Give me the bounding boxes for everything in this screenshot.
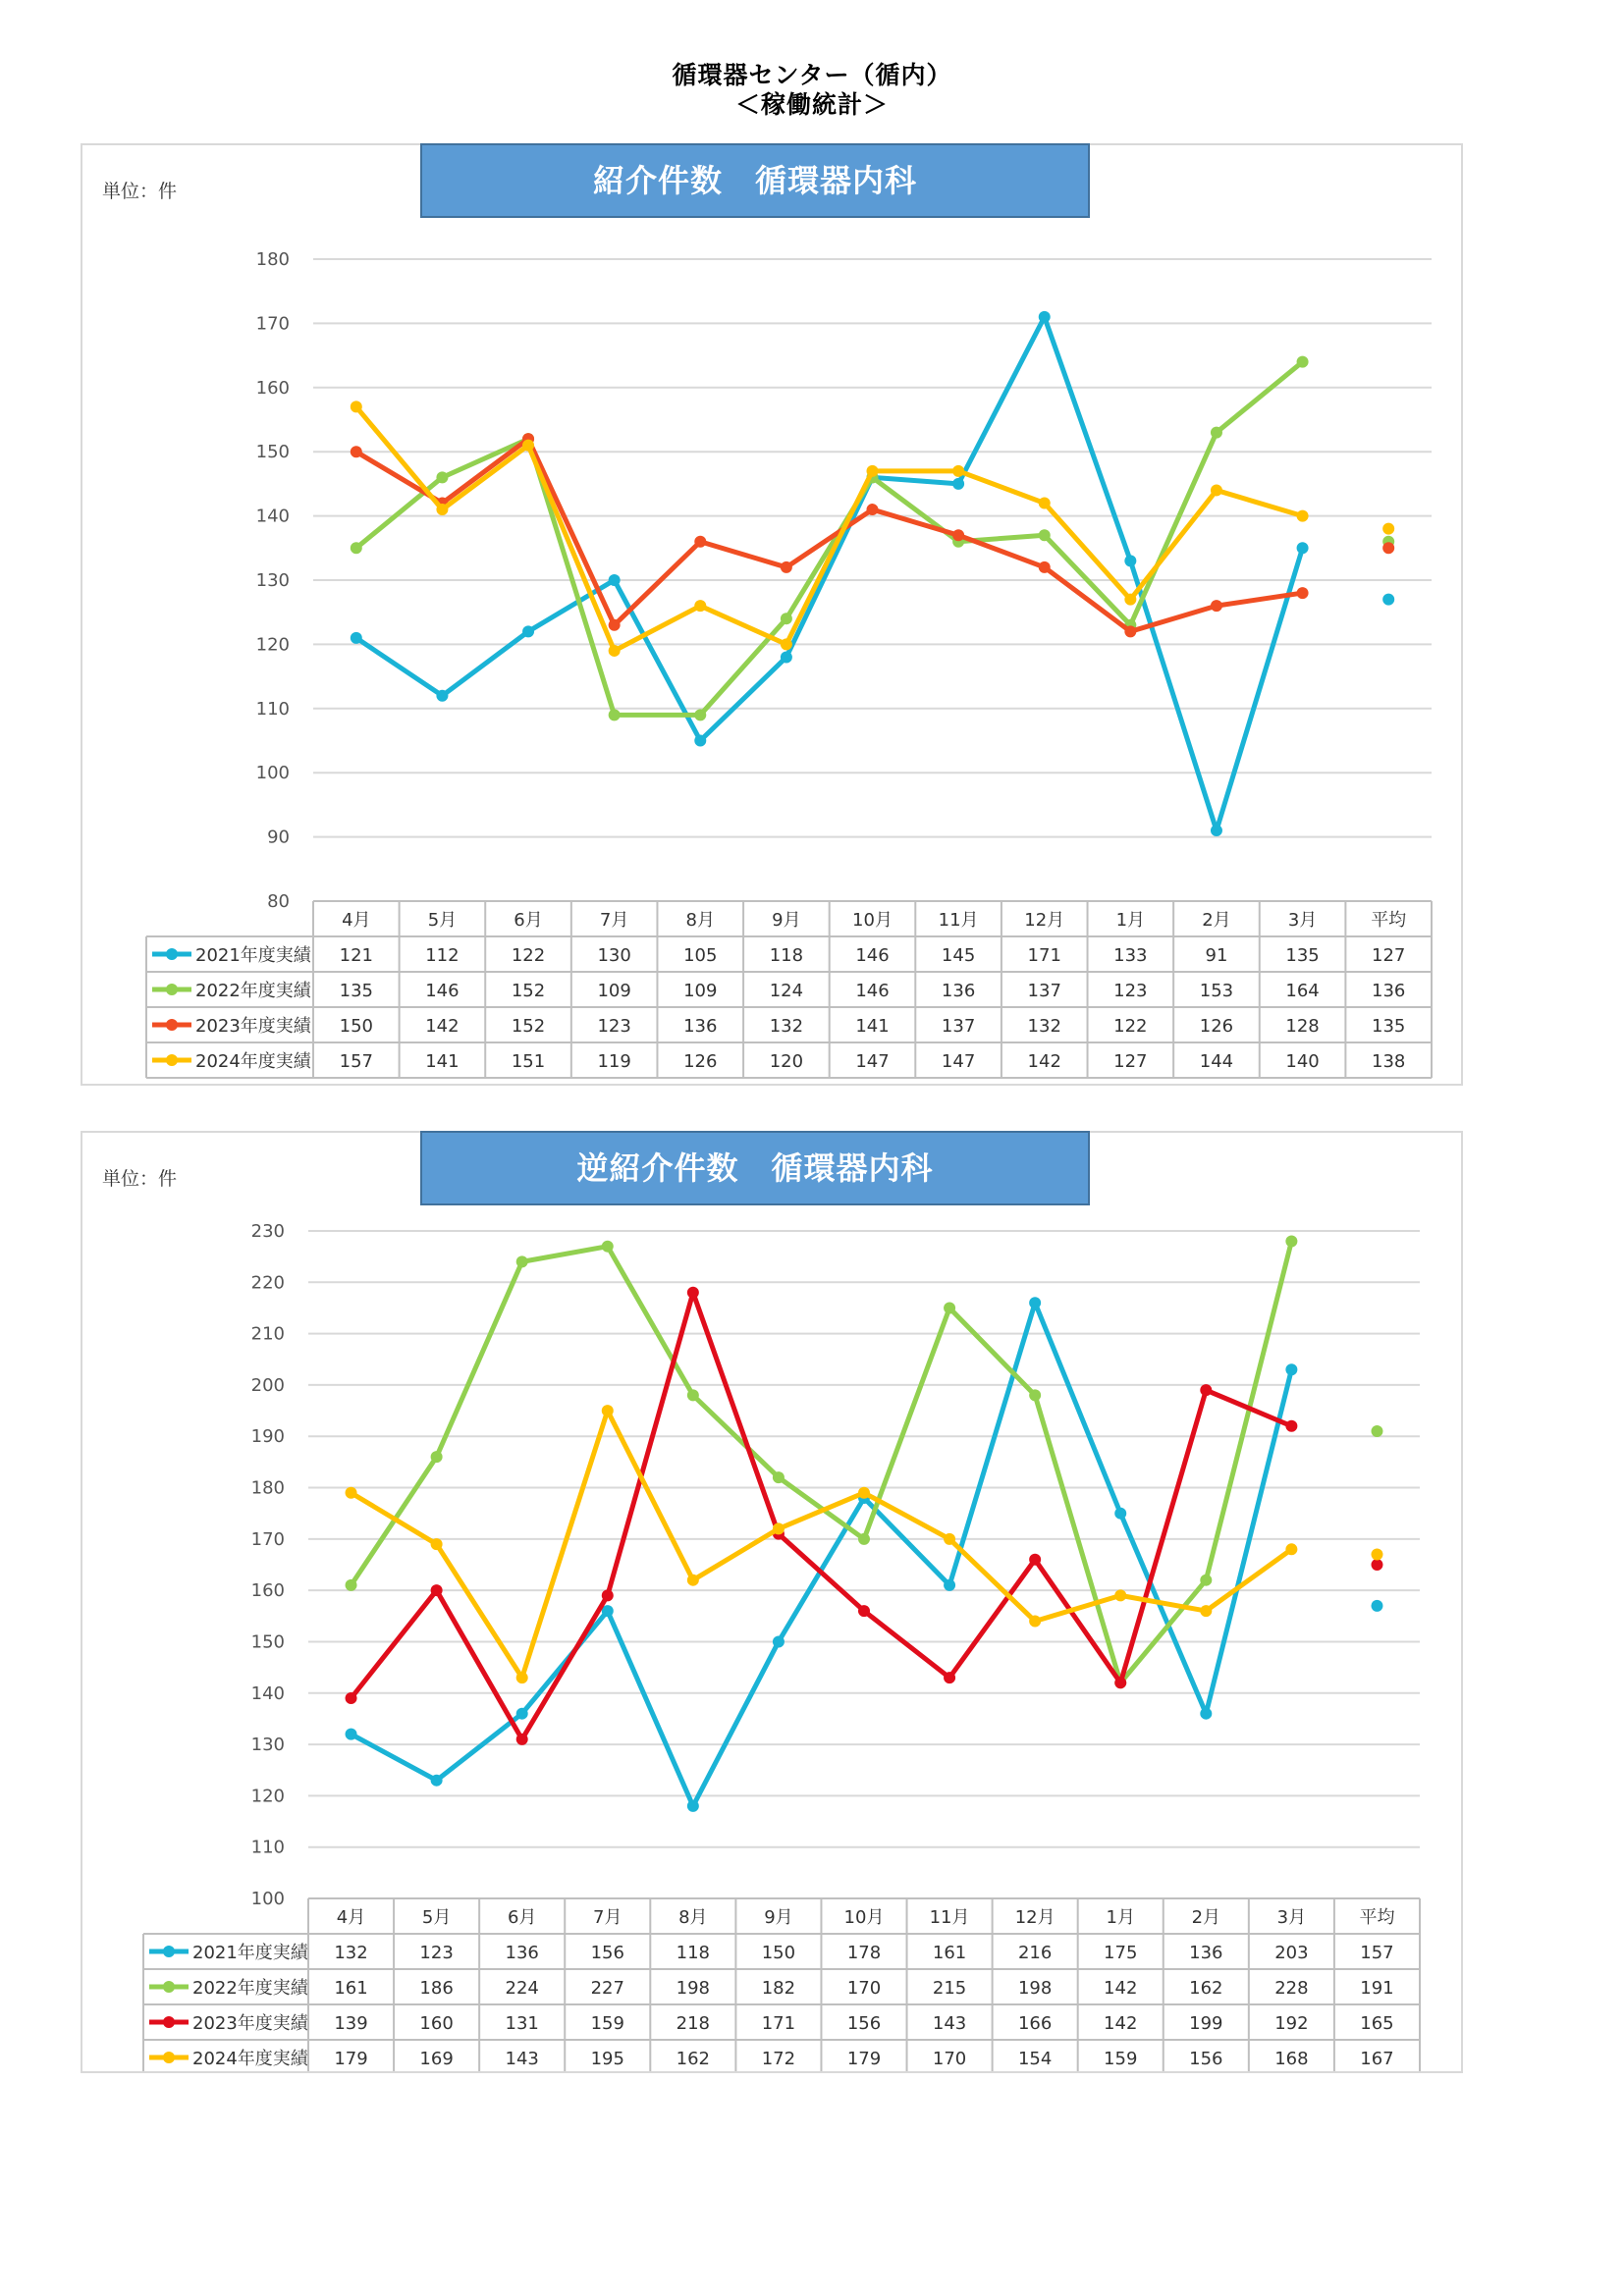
- table-cell-value: 135: [1372, 1016, 1406, 1037]
- data-point: [1297, 510, 1309, 522]
- table-cell-value: 161: [334, 1978, 368, 1999]
- y-tick-label: 200: [250, 1374, 285, 1396]
- legend-series-name: 2024年度実績: [192, 2049, 308, 2069]
- table-cell-value: 156: [1189, 2049, 1223, 2069]
- data-point: [773, 1522, 785, 1534]
- data-point: [858, 1487, 870, 1499]
- table-cell-value: 137: [1027, 981, 1061, 1001]
- table-cell-value: 141: [425, 1051, 460, 1072]
- y-tick-label: 110: [255, 698, 290, 720]
- data-point: [694, 536, 706, 548]
- table-cell-value: 215: [932, 1978, 967, 1999]
- legend-key-marker: [163, 1946, 175, 1957]
- table-cell-value: 154: [1017, 2049, 1053, 2069]
- table-cell-value: 169: [419, 2049, 454, 2069]
- table-cell-value: 136: [683, 1016, 718, 1037]
- page-subtitle: ＜稼働統計＞: [734, 90, 889, 119]
- data-point: [694, 735, 706, 747]
- table-cell-value: 126: [683, 1051, 718, 1072]
- data-point: [858, 1605, 870, 1617]
- table-cell-value: 146: [855, 981, 890, 1001]
- average-point: [1382, 523, 1394, 535]
- data-point: [351, 446, 362, 457]
- data-point: [944, 1302, 955, 1313]
- table-cell-value: 142: [1027, 1051, 1061, 1072]
- table-cell-value: 142: [1104, 1978, 1138, 1999]
- x-category-label: 2月: [1191, 1907, 1221, 1928]
- average-point: [1371, 1600, 1382, 1612]
- data-point: [1039, 561, 1051, 573]
- data-point: [1114, 1508, 1126, 1520]
- table-cell-value: 128: [1285, 1016, 1320, 1037]
- x-category-label: 2月: [1202, 910, 1231, 931]
- y-tick-label: 230: [250, 1221, 285, 1242]
- table-cell-value: 119: [597, 1051, 631, 1072]
- data-point: [1200, 1384, 1212, 1396]
- y-tick-label: 170: [255, 313, 290, 335]
- table-cell-value: 136: [505, 1943, 539, 1963]
- data-point: [858, 1533, 870, 1545]
- data-point: [944, 1672, 955, 1683]
- data-point: [1285, 1543, 1297, 1555]
- table-cell-value: 216: [1017, 1943, 1053, 1963]
- data-point: [516, 1672, 528, 1683]
- y-tick-label: 180: [250, 1477, 285, 1499]
- x-category-label: 5月: [421, 1907, 452, 1928]
- data-point: [781, 651, 792, 663]
- x-category-label: 3月: [1287, 910, 1318, 931]
- data-point: [436, 471, 448, 483]
- table-cell-value: 218: [676, 2013, 711, 2034]
- x-category-label: 平均: [1359, 1907, 1395, 1928]
- table-cell-value: 198: [676, 1978, 711, 1999]
- table-cell-value: 171: [1027, 945, 1061, 966]
- table-cell-value: 130: [597, 945, 631, 966]
- data-point: [1124, 594, 1136, 606]
- y-tick-label: 90: [267, 827, 290, 848]
- data-point: [1114, 1589, 1126, 1601]
- x-category-label: 11月: [938, 910, 979, 931]
- data-point: [431, 1775, 443, 1787]
- x-category-label: 7月: [593, 1907, 623, 1928]
- table-cell-value: 195: [590, 2049, 624, 2069]
- average-point: [1371, 1559, 1382, 1571]
- table-cell-value: 150: [761, 1943, 796, 1963]
- y-tick-label: 180: [255, 249, 290, 270]
- data-point: [1211, 427, 1222, 439]
- x-category-label: 6月: [507, 1907, 537, 1928]
- table-cell-value: 109: [597, 981, 631, 1001]
- table-cell-value: 164: [1285, 981, 1320, 1001]
- table-cell-value: 182: [761, 1978, 796, 1999]
- data-point: [1200, 1605, 1212, 1617]
- y-tick-label: 170: [250, 1528, 285, 1550]
- data-point: [1285, 1235, 1297, 1247]
- legend-key-marker: [166, 948, 178, 960]
- table-cell-value: 166: [1017, 2013, 1053, 2034]
- y-tick-label: 160: [255, 377, 290, 399]
- data-point: [1285, 1363, 1297, 1375]
- table-cell-value: 112: [425, 945, 460, 966]
- average-point: [1382, 542, 1394, 554]
- data-point: [687, 1800, 699, 1812]
- data-point: [1039, 311, 1051, 323]
- table-cell-value: 179: [334, 2049, 368, 2069]
- chart-title-banner: 紹介件数 循環器内科: [420, 143, 1090, 218]
- table-cell-value: 146: [855, 945, 890, 966]
- table-cell-value: 162: [676, 2049, 711, 2069]
- table-cell-value: 126: [1199, 1016, 1234, 1037]
- table-cell-value: 198: [1017, 1978, 1053, 1999]
- table-cell-value: 138: [1372, 1051, 1406, 1072]
- data-point: [609, 709, 621, 721]
- table-cell-value: 132: [769, 1016, 804, 1037]
- table-cell-value: 127: [1113, 1051, 1148, 1072]
- table-cell-value: 170: [846, 1978, 882, 1999]
- data-point: [346, 1729, 357, 1740]
- data-point: [346, 1692, 357, 1704]
- data-point: [1200, 1575, 1212, 1586]
- series-line-4: [356, 406, 1303, 651]
- table-cell-value: 137: [941, 1016, 976, 1037]
- legend-series-name: 2023年度実績: [192, 2013, 308, 2034]
- data-point: [1029, 1297, 1041, 1308]
- legend-series-name: 2022年度実績: [192, 1978, 308, 1999]
- table-cell-value: 178: [846, 1943, 882, 1963]
- data-point: [1114, 1677, 1126, 1688]
- table-cell-value: 157: [1360, 1943, 1394, 1963]
- table-cell-value: 147: [941, 1051, 976, 1072]
- table-cell-value: 175: [1104, 1943, 1138, 1963]
- data-point: [952, 529, 964, 541]
- data-point: [1211, 600, 1222, 612]
- table-cell-value: 186: [419, 1978, 454, 1999]
- data-point: [431, 1584, 443, 1596]
- table-cell-value: 123: [419, 1943, 454, 1963]
- table-cell-value: 144: [1199, 1051, 1234, 1072]
- x-category-label: 8月: [678, 1907, 708, 1928]
- table-cell-value: 140: [1285, 1051, 1320, 1072]
- table-cell-value: 159: [1104, 2049, 1138, 2069]
- table-cell-value: 142: [425, 1016, 460, 1037]
- table-cell-value: 139: [334, 2013, 368, 2034]
- table-cell-value: 142: [1104, 2013, 1138, 2034]
- table-cell-value: 143: [505, 2049, 539, 2069]
- table-cell-value: 227: [590, 1978, 624, 1999]
- table-cell-value: 199: [1189, 2013, 1223, 2034]
- data-point: [609, 574, 621, 586]
- average-point: [1382, 594, 1394, 606]
- x-category-label: 1月: [1115, 910, 1146, 931]
- x-category-label: 9月: [772, 910, 801, 931]
- reverse-referral-chart-panel: [81, 1131, 1463, 2073]
- legend-series-name: 2021年度実績: [195, 945, 311, 966]
- data-point: [1029, 1389, 1041, 1401]
- series-line-1: [356, 317, 1303, 830]
- x-category-label: 4月: [336, 1907, 366, 1928]
- y-tick-label: 130: [255, 570, 290, 591]
- series-line-3: [352, 1293, 1292, 1739]
- data-point: [522, 440, 534, 452]
- data-point: [602, 1405, 614, 1416]
- data-point: [944, 1533, 955, 1545]
- table-cell-value: 141: [855, 1016, 890, 1037]
- x-category-label: 9月: [764, 1907, 793, 1928]
- table-cell-value: 136: [1189, 1943, 1223, 1963]
- x-category-label: 10月: [843, 1907, 885, 1928]
- table-cell-value: 156: [590, 1943, 624, 1963]
- table-cell-value: 153: [1199, 981, 1234, 1001]
- y-tick-label: 190: [250, 1426, 285, 1448]
- y-tick-label: 140: [250, 1682, 285, 1704]
- table-cell-value: 192: [1274, 2013, 1309, 2034]
- table-cell-value: 171: [761, 2013, 796, 2034]
- average-point: [1371, 1549, 1382, 1561]
- data-point: [436, 690, 448, 702]
- data-point: [351, 400, 362, 412]
- table-cell-value: 191: [1360, 1978, 1394, 1999]
- table-cell-value: 122: [1113, 1016, 1148, 1037]
- legend-series-name: 2021年度実績: [192, 1943, 308, 1963]
- data-point: [687, 1389, 699, 1401]
- data-point: [1029, 1554, 1041, 1566]
- table-cell-value: 132: [1027, 1016, 1061, 1037]
- y-tick-label: 210: [250, 1323, 285, 1345]
- data-point: [1029, 1616, 1041, 1628]
- x-category-label: 4月: [342, 910, 371, 931]
- table-cell-value: 172: [761, 2049, 796, 2069]
- table-cell-value: 120: [769, 1051, 804, 1072]
- y-tick-label: 120: [255, 634, 290, 656]
- y-tick-label: 150: [250, 1631, 285, 1653]
- data-point: [1211, 825, 1222, 836]
- table-cell-value: 179: [846, 2049, 882, 2069]
- y-tick-label: 100: [255, 763, 290, 784]
- x-category-label: 3月: [1276, 1907, 1307, 1928]
- average-point: [1371, 1425, 1382, 1437]
- y-tick-label: 220: [250, 1272, 285, 1294]
- table-cell-value: 146: [425, 981, 460, 1001]
- unit-label: 単位：件: [102, 1168, 178, 1190]
- data-point: [867, 465, 879, 477]
- y-tick-label: 110: [250, 1837, 285, 1858]
- data-point: [516, 1708, 528, 1720]
- unit-label: 単位：件: [102, 181, 178, 202]
- table-cell-value: 152: [511, 1016, 546, 1037]
- legend-series-name: 2024年度実績: [195, 1051, 311, 1072]
- x-category-label: 平均: [1371, 910, 1407, 931]
- data-point: [952, 465, 964, 477]
- reverse-referral-line-chart: [82, 1133, 1461, 2071]
- data-point: [431, 1451, 443, 1463]
- table-cell-value: 132: [334, 1943, 368, 1963]
- table-cell-value: 159: [590, 2013, 624, 2034]
- table-cell-value: 143: [932, 2013, 967, 2034]
- series-line-1: [352, 1303, 1292, 1806]
- table-cell-value: 118: [769, 945, 804, 966]
- data-point: [516, 1255, 528, 1267]
- x-category-label: 6月: [514, 910, 543, 931]
- y-tick-label: 160: [250, 1580, 285, 1602]
- data-point: [781, 613, 792, 624]
- data-point: [952, 478, 964, 490]
- table-cell-value: 109: [683, 981, 718, 1001]
- table-cell-value: 151: [511, 1051, 546, 1072]
- table-cell-value: 127: [1372, 945, 1406, 966]
- table-cell-value: 135: [1285, 945, 1320, 966]
- data-point: [1211, 484, 1222, 496]
- data-point: [1297, 356, 1309, 368]
- table-cell-value: 91: [1205, 945, 1228, 966]
- data-point: [351, 542, 362, 554]
- table-cell-value: 157: [339, 1051, 373, 1072]
- table-cell-value: 123: [597, 1016, 631, 1037]
- table-cell-value: 161: [932, 1943, 967, 1963]
- data-point: [1285, 1420, 1297, 1432]
- table-cell-value: 124: [769, 981, 804, 1001]
- table-cell-value: 156: [846, 2013, 882, 2034]
- data-point: [694, 600, 706, 612]
- data-point: [436, 504, 448, 515]
- table-cell-value: 168: [1274, 2049, 1309, 2069]
- legend-key-marker: [163, 1981, 175, 1993]
- x-category-label: 8月: [685, 910, 715, 931]
- data-point: [1039, 529, 1051, 541]
- y-tick-label: 80: [267, 891, 290, 912]
- y-tick-label: 130: [250, 1735, 285, 1756]
- data-point: [516, 1734, 528, 1745]
- data-point: [687, 1287, 699, 1299]
- legend-key-marker: [166, 984, 178, 995]
- data-point: [773, 1635, 785, 1647]
- x-category-label: 5月: [427, 910, 458, 931]
- table-cell-value: 224: [505, 1978, 539, 1999]
- table-cell-value: 162: [1189, 1978, 1223, 1999]
- data-point: [609, 619, 621, 631]
- table-cell-value: 228: [1274, 1978, 1309, 1999]
- data-point: [346, 1579, 357, 1591]
- referral-line-chart: [82, 145, 1461, 1084]
- table-cell-value: 145: [941, 945, 976, 966]
- table-cell-value: 136: [941, 981, 976, 1001]
- x-category-label: 1月: [1106, 1907, 1135, 1928]
- y-tick-label: 140: [255, 506, 290, 527]
- y-tick-label: 100: [250, 1889, 285, 1909]
- table-cell-value: 105: [683, 945, 718, 966]
- data-point: [944, 1579, 955, 1591]
- series-line-4: [352, 1411, 1292, 1678]
- legend-key-marker: [166, 1019, 178, 1031]
- data-point: [1124, 625, 1136, 637]
- table-cell-value: 118: [676, 1943, 711, 1963]
- table-cell-value: 165: [1360, 2013, 1394, 2034]
- data-point: [602, 1241, 614, 1253]
- table-cell-value: 135: [339, 981, 373, 1001]
- legend-series-name: 2023年度実績: [195, 1016, 311, 1037]
- legend-key-marker: [166, 1054, 178, 1066]
- table-cell-value: 160: [419, 2013, 454, 2034]
- data-point: [781, 561, 792, 573]
- data-point: [1297, 542, 1309, 554]
- data-point: [346, 1487, 357, 1499]
- table-cell-value: 167: [1360, 2049, 1394, 2069]
- x-category-label: 10月: [852, 910, 893, 931]
- data-point: [1297, 587, 1309, 599]
- table-cell-value: 131: [505, 2013, 539, 2034]
- y-tick-label: 120: [250, 1786, 285, 1807]
- legend-key-marker: [163, 2016, 175, 2028]
- data-point: [1124, 555, 1136, 566]
- data-point: [867, 504, 879, 515]
- table-cell-value: 133: [1113, 945, 1148, 966]
- table-cell-value: 122: [511, 945, 546, 966]
- data-point: [781, 638, 792, 650]
- data-point: [351, 632, 362, 644]
- table-cell-value: 152: [511, 981, 546, 1001]
- data-point: [773, 1471, 785, 1483]
- table-cell-value: 121: [339, 945, 373, 966]
- table-cell-value: 123: [1113, 981, 1148, 1001]
- x-category-label: 11月: [929, 1907, 970, 1928]
- table-cell-value: 147: [855, 1051, 890, 1072]
- data-point: [431, 1538, 443, 1550]
- x-category-label: 12月: [1014, 1907, 1056, 1928]
- chart-title-banner: 逆紹介件数 循環器内科: [420, 1131, 1090, 1205]
- table-cell-value: 203: [1274, 1943, 1309, 1963]
- legend-key-marker: [163, 2052, 175, 2063]
- page-title: 循環器センター（循内）: [672, 61, 952, 89]
- table-cell-value: 150: [339, 1016, 373, 1037]
- y-tick-label: 150: [255, 442, 290, 463]
- data-point: [609, 645, 621, 657]
- data-point: [522, 625, 534, 637]
- table-cell-value: 136: [1372, 981, 1406, 1001]
- x-category-label: 12月: [1024, 910, 1065, 931]
- data-point: [1039, 498, 1051, 509]
- table-cell-value: 170: [932, 2049, 967, 2069]
- legend-series-name: 2022年度実績: [195, 981, 311, 1001]
- data-point: [694, 709, 706, 721]
- data-point: [1200, 1708, 1212, 1720]
- referral-chart-panel: [81, 143, 1463, 1086]
- data-point: [687, 1575, 699, 1586]
- data-point: [602, 1589, 614, 1601]
- series-line-2: [352, 1241, 1292, 1682]
- x-category-label: 7月: [599, 910, 629, 931]
